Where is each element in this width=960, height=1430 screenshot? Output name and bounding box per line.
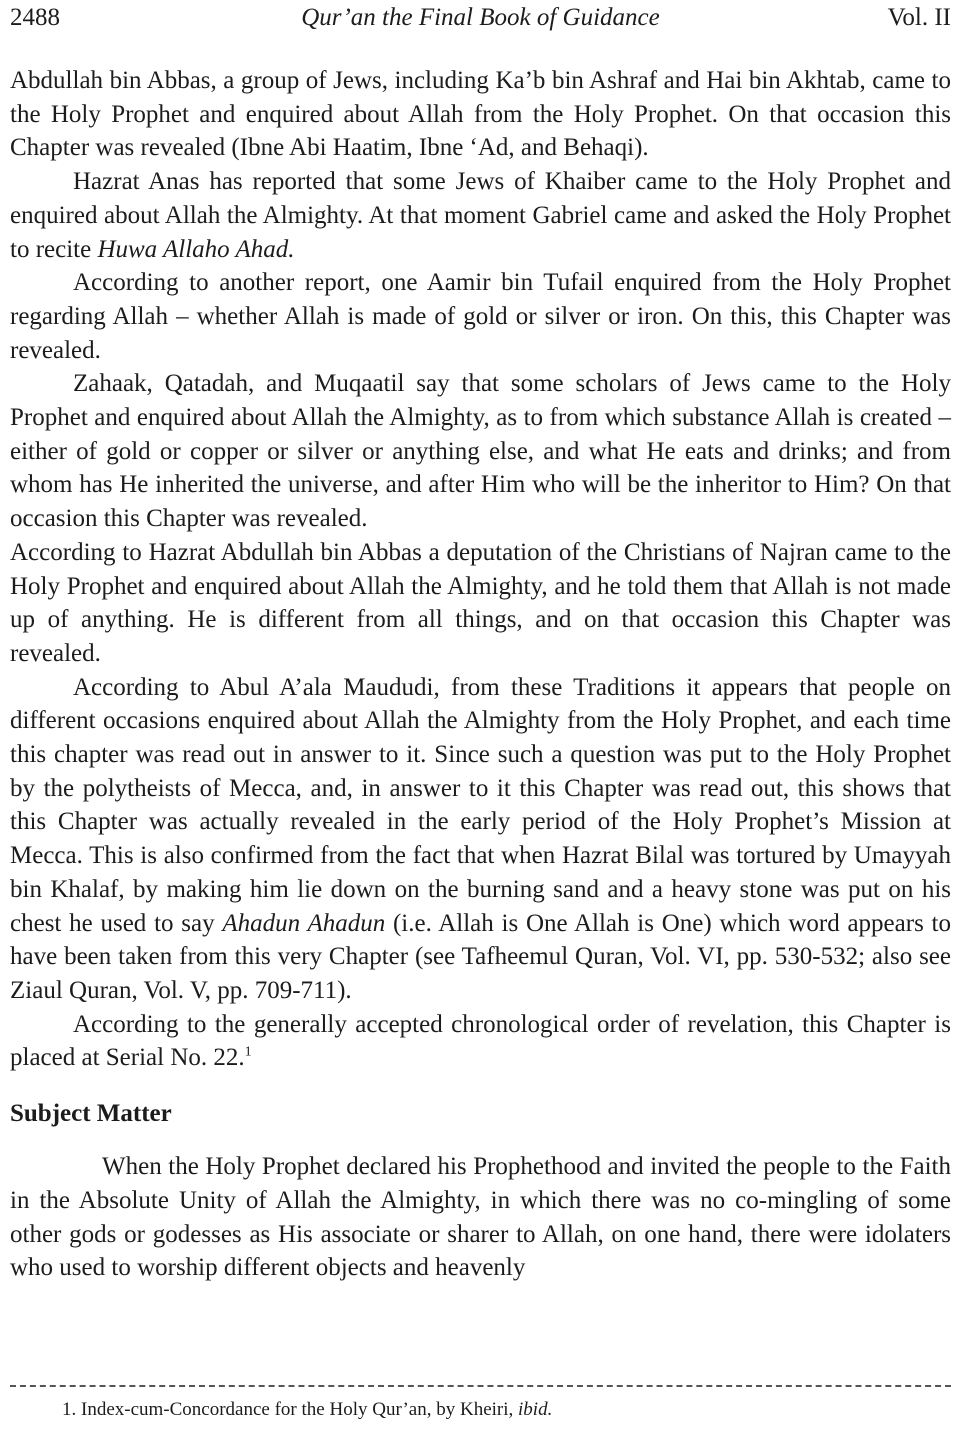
- document-page: [10, 0, 951, 1285]
- running-header: [10, 0, 951, 36]
- footnote-divider: [10, 1385, 951, 1387]
- footnote-ibid: ibid.: [518, 1399, 553, 1420]
- body-text: [10, 64, 951, 1285]
- transliteration-ahadun-ahadun: Ahadun Ahadun: [222, 909, 386, 937]
- footnote-reference[interactable]: 1: [244, 1045, 252, 1061]
- section-heading: Subject Matter: [10, 1100, 172, 1128]
- paragraph-4: Zahaak, Qatadah, and Muqaatil say that some scholars of Jews came to the Holy Prophet and enquired about Allah the Almighty, as to from which substance Allah is created – either of gold or copper or silver or anything else, and what He eats and drinks; and from whom has He inherited the universe, and after Him who will be the inheritor to Him? On that occasion this Chapter was revealed.: [10, 370, 951, 533]
- footnote: 1. Index-cum-Concordance for the Holy Qur’an, by Kheiri, ibid.: [62, 1399, 553, 1420]
- page-number: 2488: [10, 4, 60, 31]
- paragraph-3: According to another report, one Aamir bin Tufail enquired from the Holy Prophet regarding Allah – whether Allah is made of gold or silver or iron. On this, this Chapter was revealed.: [10, 269, 951, 364]
- subject-matter-paragraph: When the Holy Prophet declared his Prophethood and invited the people to the Faith in the Absolute Unity of Allah the Almighty, in which there was no co-mingling of some other gods or godesses as His associate or sharer to Allah, on one hand, there were idolaters who used to worship different objects and heavenly: [10, 1153, 951, 1282]
- paragraph-6: According to Abul A’ala Maududi, from these Traditions it appears that people on different occasions enquired about Allah the Almighty from the Holy Prophet, and each time this chapter was read out in answer to it. Since such a question was put to the Holy Prophet by the polytheists of Mecca, and, in answer to it this Chapter was read out, this shows that this Chapter was actually revealed in the early period of the Holy Prophet’s Mission at Mecca. This is also confirmed from the fact that when Hazrat Bilal was tortured by Umayyah bin Khalaf, by making him lie down on the burning sand and a heavy stone was put on his chest he used to say Ahadun Ahadun (i.e. Allah is One Allah is One) which word appears to have been taken from this very Chapter (see Tafheemul Quran, Vol. VI, pp. 530-532; also see Ziaul Quran, Vol. V, pp. 709-711).: [10, 673, 952, 1004]
- paragraph-1: Abdullah bin Abbas, a group of Jews, including Ka’b bin Ashraf and Hai bin Akhtab, came to the Holy Prophet and enquired about Allah from the Holy Prophet. On that occasion this Chapter was revealed (Ibne Abi Haatim, Ibne ‘Ad, and Behaqi).: [10, 67, 951, 162]
- paragraph-5: According to Hazrat Abdullah bin Abbas a deputation of the Christians of Najran came to the Holy Prophet and enquired about Allah the Almighty, and he told them that Allah is not made up of anything. He is different from all things, and on that occasion this Chapter was revealed.: [10, 538, 951, 667]
- transliteration-huwa-allaho-ahad: Huwa Allaho Ahad.: [97, 235, 295, 263]
- volume-label: Vol. II: [887, 4, 951, 31]
- paragraph-7: According to the generally accepted chronological order of revelation, this Chapter is placed at Serial No. 22.$^1$: [10, 1010, 951, 1072]
- paragraph-2: Hazrat Anas has reported that some Jews of Khaiber came to the Holy Prophet and enquired about Allah the Almighty. At that moment Gabriel came and asked the Holy Prophet to recite Huwa Allaho Ahad.: [10, 168, 951, 263]
- book-title: Qur’an the Final Book of Guidance: [301, 4, 660, 31]
- subject-matter-section: [10, 1150, 951, 1285]
